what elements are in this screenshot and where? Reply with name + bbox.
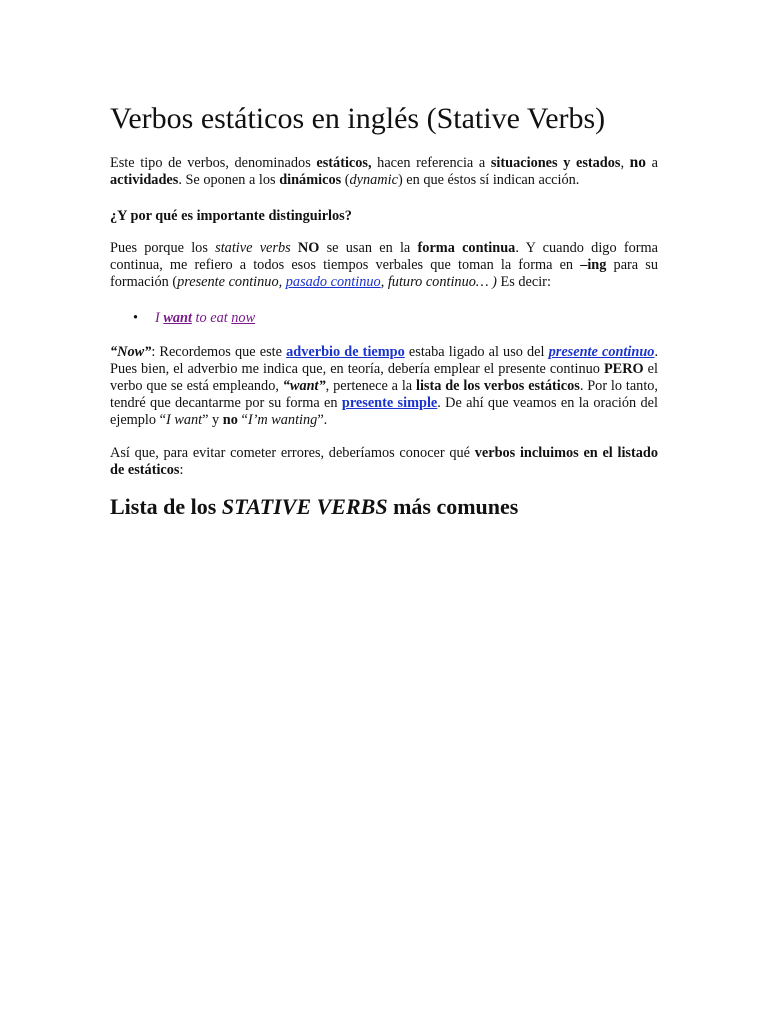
- link-presente-simple[interactable]: presente simple: [341, 395, 438, 411]
- heading-text: más comunes: [387, 494, 519, 519]
- link-now[interactable]: now: [231, 310, 256, 326]
- explanation-paragraph: [110, 240, 658, 291]
- question-heading: [110, 208, 658, 225]
- text: . De ahí que veamos en la oración del ejemplo “: [110, 395, 658, 428]
- intro-paragraph: [110, 154, 658, 189]
- text: para su formación (: [110, 257, 658, 290]
- text: ,: [620, 155, 630, 171]
- bold-italic-text: “want”: [282, 378, 326, 394]
- bold-text: lista de los verbos estáticos: [415, 378, 580, 394]
- text: ” y: [202, 412, 223, 428]
- bold-text: situaciones y estados: [490, 155, 621, 171]
- text: Este tipo de verbos, denominados: [110, 155, 317, 171]
- heading-text: Lista de los: [110, 494, 222, 519]
- italic-text: presente continuo,: [177, 274, 283, 290]
- bold-italic-text: “Now”: [110, 344, 152, 360]
- bold-text: PERO: [603, 361, 644, 377]
- link-adverbio-de-tiempo[interactable]: adverbio de tiempo: [286, 344, 405, 360]
- example-text: to eat: [191, 310, 232, 326]
- link-pasado-continuo[interactable]: pasado continuo: [285, 274, 381, 290]
- bold-text: estáticos,: [316, 155, 372, 171]
- bold-text: dinámicos: [279, 172, 342, 188]
- text: “: [237, 412, 248, 428]
- link-presente-continuo[interactable]: presente continuo: [548, 344, 655, 360]
- text: . Se oponen a los: [178, 172, 280, 188]
- section-heading: [110, 494, 518, 520]
- text: a: [646, 155, 658, 171]
- now-paragraph: [110, 344, 658, 429]
- text: ”.: [317, 412, 328, 428]
- page-title: Verbos estáticos en inglés (Stative Verbs): [110, 102, 606, 135]
- italic-text: , futuro continuo… ): [380, 274, 497, 290]
- text: Pues porque los: [110, 240, 216, 256]
- text: Es decir:: [496, 274, 551, 290]
- text: , pertenece a la: [325, 378, 416, 394]
- link-want[interactable]: want: [163, 310, 192, 326]
- conclusion-paragraph: [110, 445, 658, 479]
- text: se usan en la: [319, 240, 418, 256]
- text: : Recordemos que este: [151, 344, 287, 360]
- text: . Por lo tanto, tendré que decantarme por su forma en: [110, 378, 659, 411]
- bold-text: forma continua: [417, 240, 516, 256]
- text: Así que, para evitar cometer errores, deberíamos conocer qué: [110, 445, 475, 461]
- italic-text: stative verbs: [215, 240, 291, 256]
- text: ) en que éstos sí indican acción.: [397, 172, 580, 188]
- example-list-item: [133, 310, 255, 327]
- example-text: I: [155, 310, 164, 326]
- text: [291, 240, 298, 256]
- bullet-icon: •: [133, 310, 139, 326]
- text: (: [341, 172, 350, 188]
- text: el verbo que se está empleando,: [110, 361, 658, 394]
- text: . Y cuando digo forma continua, me refiero a todos esos tiempos verbales que toman la forma en: [110, 240, 658, 273]
- italic-text: dynamic: [349, 172, 398, 188]
- bold-text: –ing: [580, 257, 607, 273]
- heading-italic-text: STATIVE VERBS: [221, 494, 388, 519]
- text: estaba ligado al uso del: [404, 344, 549, 360]
- bold-text: ¿Y por qué es importante distinguirlos?: [110, 208, 352, 224]
- bold-text: actividades: [110, 172, 179, 188]
- italic-text: I want: [165, 412, 203, 428]
- text: . Pues bien, el adverbio me indica que, en teoría, debería emplear el presente continuo: [110, 344, 659, 377]
- text: hacen referencia a: [371, 155, 491, 171]
- bold-text: verbos incluimos en el listado de estáticos: [110, 445, 659, 478]
- text: :: [179, 462, 184, 478]
- bold-text: no: [222, 412, 238, 428]
- bold-text: NO: [297, 240, 320, 256]
- bold-text: no: [629, 154, 647, 171]
- italic-text: I’m wanting: [247, 412, 318, 428]
